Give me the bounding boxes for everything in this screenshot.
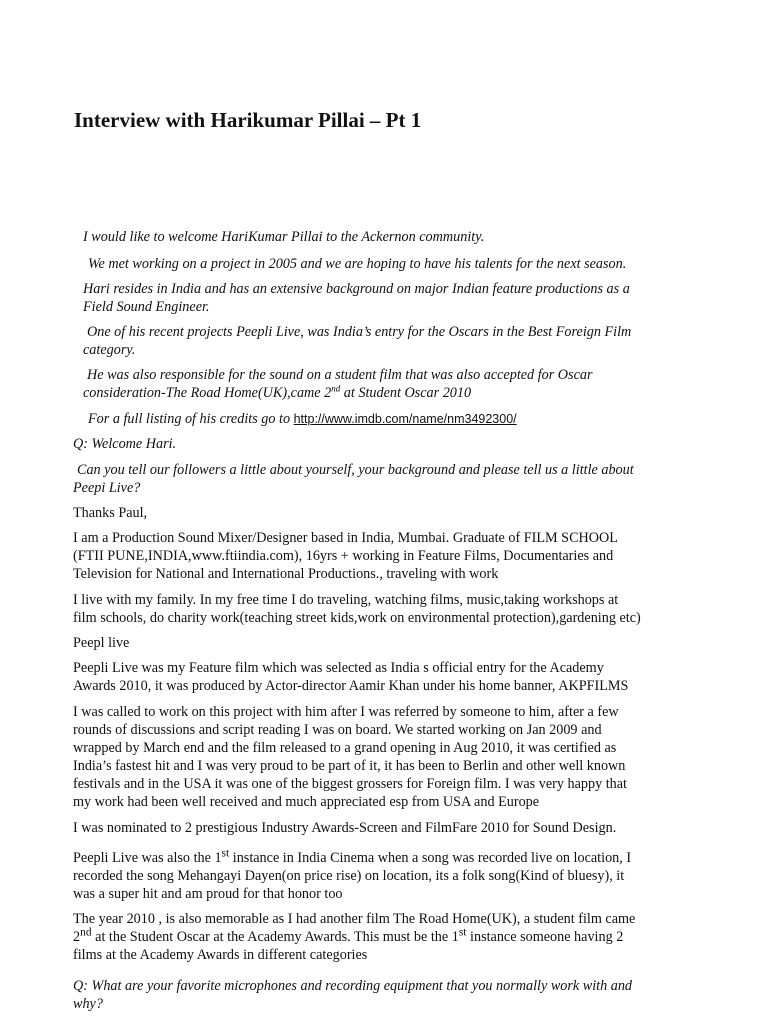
question-2-line1: Q: What are your favorite microphones and recording equipment that you normally work with and bbox=[73, 978, 633, 994]
background-line2: (FTII PUNE,INDIA,www.ftiindia.com), 16yrs + working in Feature Films, Documentaries and bbox=[73, 548, 614, 564]
answer-paragraph-peepli bbox=[73, 659, 698, 695]
intro-credits bbox=[88, 410, 713, 428]
question-1-welcome: Q: Welcome Hari. bbox=[73, 436, 177, 452]
road-home-sup2: st bbox=[458, 926, 467, 939]
family-line2: film schools, do charity work(teaching street kids,work on environmental protection),gardening etc) bbox=[73, 610, 641, 626]
peepli-line1: Peepli Live was my Feature film which was selected as India s official entry for the Academy bbox=[73, 660, 604, 676]
road-home-line3: films at the Academy Awards in different categories bbox=[73, 947, 368, 963]
song-line1-sup: st bbox=[221, 847, 230, 860]
road-home-line2c: instance someone having 2 bbox=[466, 929, 624, 945]
question-1-line1: Can you tell our followers a little about yourself, your background and please tell us a little about bbox=[77, 462, 634, 478]
road-home-line2b: at the Student Oscar at the Academy Awards. This must be the 1 bbox=[91, 929, 459, 945]
intro-student-sup: nd bbox=[331, 383, 341, 394]
intro-credits-text: For a full listing of his credits go to bbox=[88, 411, 294, 427]
question-2 bbox=[73, 977, 698, 1013]
intro-welcome: I would like to welcome HariKumar Pillai to the Ackernon community. bbox=[83, 229, 485, 245]
intro-resides bbox=[83, 280, 693, 316]
answer-thanks: Thanks Paul, bbox=[73, 505, 148, 521]
project-line5: festivals and in the USA it was one of the biggest grossers for Foreign film. I was very happy that bbox=[73, 776, 627, 792]
song-line3: was a super hit and am proud for that honor too bbox=[73, 886, 343, 902]
peepli-line2: Awards 2010, it was produced by Actor-director Aamir Khan under his home banner, AKPFILMS bbox=[73, 678, 629, 694]
background-line3: Television for National and International Productions., traveling with work bbox=[73, 566, 499, 582]
project-line3: wrapped by March end and the film released to a grand opening in Aug 2010, it was certified as bbox=[73, 740, 617, 756]
intro-student bbox=[83, 366, 693, 402]
song-line2: recorded the song Mehangayi Dayen(on price rise) on location, its a folk song(Kind of bluesy), it bbox=[73, 868, 625, 884]
family-line1: I live with my family. In my free time I do traveling, watching films, music,taking workshops at bbox=[73, 592, 619, 608]
answer-paragraph-project bbox=[73, 703, 698, 811]
page-title: Interview with Harikumar Pillai – Pt 1 bbox=[74, 108, 422, 132]
road-home-line1: The year 2010 , is also memorable as I had another film The Road Home(UK), a student film came bbox=[73, 911, 636, 927]
intro-resides-line1: Hari resides in India and has an extensive background on major Indian feature productions as a bbox=[83, 281, 630, 297]
intro-recent bbox=[83, 323, 693, 359]
question-2-line2: why? bbox=[73, 996, 103, 1012]
question-1-line2: Peepi Live? bbox=[73, 480, 141, 496]
project-line2: rounds of discussions and script reading I was on board. We started working on Jan 2009 and bbox=[73, 722, 602, 738]
intro-met: We met working on a project in 2005 and we are hoping to have his talents for the next season. bbox=[88, 256, 627, 272]
road-home-sup1: nd bbox=[80, 926, 92, 939]
answer-paragraph-background bbox=[73, 529, 698, 583]
intro-recent-line1: One of his recent projects Peepli Live, was India’s entry for the Oscars in the Best Foreign Film bbox=[87, 324, 632, 340]
song-line1a: Peepli Live was also the 1 bbox=[73, 850, 222, 866]
background-line1: I am a Production Sound Mixer/Designer based in India, Mumbai. Graduate of FILM SCHOOL bbox=[73, 530, 618, 546]
answer-paragraph-family bbox=[73, 591, 698, 627]
intro-student-line2a: consideration-The Road Home(UK),came 2 bbox=[83, 385, 332, 401]
answer-paragraph-road-home bbox=[73, 910, 698, 964]
road-home-line2a: 2 bbox=[73, 929, 81, 945]
project-line6: my work had been well received and much appreciated esp from USA and Europe bbox=[73, 794, 540, 810]
peepl-live-heading: Peepl live bbox=[73, 635, 130, 651]
intro-recent-line2: category. bbox=[83, 342, 136, 358]
imdb-link[interactable]: http://www.imdb.com/name/nm3492300/ bbox=[293, 412, 517, 426]
project-line1: I was called to work on this project with him after I was referred by someone to him, after a few bbox=[73, 704, 619, 720]
intro-student-line1: He was also responsible for the sound on a student film that was also accepted for Oscar bbox=[87, 367, 593, 383]
intro-student-line2b: at Student Oscar 2010 bbox=[340, 385, 472, 401]
song-line1b: instance in India Cinema when a song was recorded live on location, I bbox=[229, 850, 632, 866]
project-line4: India’s fastest hit and I was very proud to be part of it, it has been to Berlin and other well known bbox=[73, 758, 626, 774]
answer-paragraph-song bbox=[73, 849, 698, 903]
question-1 bbox=[73, 461, 698, 497]
intro-resides-line2: Field Sound Engineer. bbox=[83, 299, 210, 315]
answer-paragraph-nominated: I was nominated to 2 prestigious Industry Awards-Screen and FilmFare 2010 for Sound Design. bbox=[73, 820, 617, 836]
